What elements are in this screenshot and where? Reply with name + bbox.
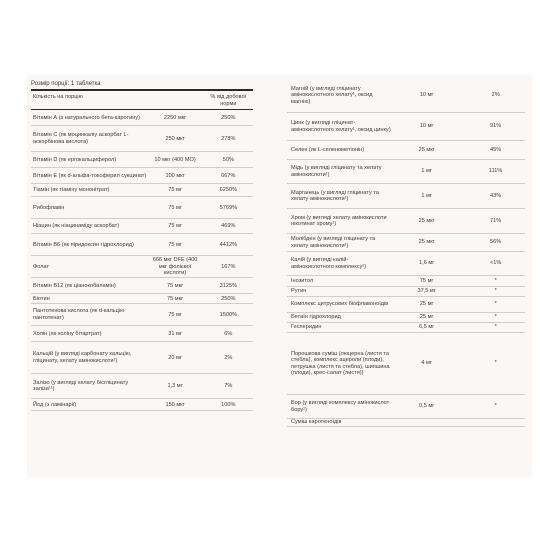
- nutrient-amount: 250 мкг: [165, 135, 185, 142]
- nutrient-name: Залізо (у вигляді хелату бісгліцинату заліза¹¹): [33, 379, 129, 393]
- nutrient-name: Ніацин (як ніацинаміду аскорбат): [33, 223, 120, 230]
- nutrient-daily-value: *: [494, 360, 497, 367]
- nutrient-name: Марганець (у вигляді гліцинату та хелату амінокислоти¹): [291, 189, 379, 202]
- nutrient-daily-value: 6%: [224, 330, 233, 337]
- nutrient-amount: 1 мг: [421, 168, 432, 175]
- nutrient-name: Гесперидин: [291, 324, 322, 331]
- nutrient-name: Бор (у вигляді комплексу амінокислот бору¹): [291, 400, 390, 413]
- nutrient-row: [287, 160, 525, 184]
- nutrient-amount: 150 мкг: [165, 401, 185, 408]
- nutrient-row: [287, 276, 525, 287]
- nutrient-name: Бетаїн гідрохлорид: [291, 314, 341, 321]
- nutrient-daily-value: *: [494, 403, 497, 410]
- nutrient-row: [287, 234, 525, 252]
- nutrient-daily-value: *: [494, 324, 497, 331]
- nutrient-row: [287, 79, 525, 113]
- nutrient-name: Вітамін В12 (як ціанокобаламін): [33, 282, 116, 289]
- nutrient-row: [31, 342, 253, 374]
- nutrient-amount: 6,5 мг: [419, 324, 435, 331]
- nutrient-daily-value: 3125%: [219, 282, 238, 289]
- right-rows: [287, 79, 525, 427]
- nutrient-name: Магній (у вигляді гліцинату амінокислотного хелату¹, оксид магнію): [291, 85, 373, 105]
- nutrient-name: Комплекс цитрусових біофлавоноїдів: [291, 301, 389, 308]
- nutrient-row: [287, 419, 525, 427]
- nutrient-row: [31, 152, 253, 168]
- nutrient-name: Вітамін Е (як d-альфа-токоферил сукцинат): [33, 172, 147, 179]
- nutrient-name: Цинк (у вигляді гліцинат-амінокислотного хелату¹, оксид цинку): [291, 120, 391, 133]
- nutrient-daily-value: 71%: [490, 217, 502, 224]
- nutrient-daily-value: 56%: [490, 239, 502, 246]
- nutrient-daily-value: *: [494, 314, 497, 321]
- nutrient-daily-value: 111%: [488, 168, 503, 175]
- serving-size: Розмір порції: 1 таблетка: [31, 81, 253, 91]
- nutrient-row: [31, 219, 253, 234]
- nutrient-name: Вітамін В6 (як піридоксин гідрохлорид): [33, 241, 134, 248]
- nutrient-name: Порошкова суміш (люцерна (листя та стебла), комплекс ацероли (плоди), петрушка (листя та стебла), шипшина (плоди), крес-салат (листя)): [291, 350, 390, 376]
- nutrient-amount: 75 мг: [168, 204, 182, 211]
- nutrient-name: Калій (у вигляді калій-амінокислотного комплексу¹): [291, 257, 367, 270]
- nutrient-daily-value: 667%: [221, 172, 236, 179]
- table-header: [31, 91, 253, 110]
- header-daily-value: % від добової норми: [210, 94, 247, 107]
- nutrient-amount: 4 мг: [421, 360, 432, 367]
- supplement-facts-page: [27, 75, 532, 477]
- right-facts-column: [287, 79, 525, 427]
- nutrient-daily-value: 4412%: [219, 241, 238, 248]
- nutrient-amount: 75 мг: [168, 223, 182, 230]
- nutrient-amount: 25 мг: [419, 301, 434, 308]
- nutrient-daily-value: 1500%: [219, 311, 238, 318]
- nutrient-daily-value: 250%: [221, 295, 236, 302]
- nutrient-name: Вітамін D (як ергокальциферол): [33, 156, 117, 163]
- nutrient-amount: 75 мкг: [167, 295, 184, 302]
- nutrient-daily-value: 278%: [221, 135, 236, 142]
- nutrient-name: Рибофлавін: [33, 204, 65, 211]
- nutrient-row: [31, 184, 253, 197]
- nutrient-daily-value: 100%: [221, 401, 236, 408]
- nutrient-daily-value: *: [494, 288, 497, 295]
- nutrient-row: [287, 209, 525, 234]
- nutrient-daily-value: 469%: [221, 223, 236, 230]
- nutrient-row: [287, 113, 525, 141]
- nutrient-row: [31, 399, 253, 411]
- nutrient-name: Пантотенова кислота (як d-кальцію пантотенат): [33, 308, 125, 321]
- nutrient-name: Суміш каротеноїдів: [291, 419, 342, 426]
- nutrient-row: [287, 395, 525, 419]
- nutrient-daily-value: 167%: [221, 263, 236, 270]
- nutrient-name: Фолат: [33, 263, 50, 270]
- nutrient-amount: 1,3 мг: [167, 383, 183, 390]
- nutrient-row: [31, 326, 253, 342]
- nutrient-name: Рутин: [291, 288, 307, 295]
- nutrient-row: [287, 323, 525, 333]
- nutrient-row: [31, 256, 253, 278]
- nutrient-daily-value: 91%: [490, 123, 502, 130]
- nutrient-name: Йод (з ламінарії): [33, 401, 77, 408]
- nutrient-daily-value: 2%: [224, 354, 233, 361]
- nutrient-amount: 75 мг: [419, 277, 434, 284]
- nutrient-row: [31, 278, 253, 294]
- nutrient-amount: 75 мг: [168, 311, 182, 318]
- nutrient-name: Мідь (у вигляді гліцинату та хелату амінокислоти¹): [291, 165, 382, 178]
- nutrient-daily-value: <1%: [489, 260, 502, 267]
- nutrient-amount: 10 мг: [419, 123, 434, 130]
- nutrient-daily-value: 43%: [490, 192, 502, 199]
- nutrient-daily-value: *: [494, 301, 497, 308]
- nutrient-daily-value: 250%: [221, 114, 236, 121]
- nutrient-name: Хром (у вигляді хелату амінокислоти нікотинат хрому¹): [291, 214, 387, 227]
- nutrient-row: [31, 374, 253, 399]
- nutrient-daily-value: 2%: [491, 92, 500, 99]
- nutrient-daily-value: 45%: [490, 146, 502, 153]
- nutrient-amount: 20 мг: [168, 354, 182, 361]
- nutrient-amount: 25 мкг: [418, 146, 435, 153]
- nutrient-amount: 0,5 мг: [419, 403, 435, 410]
- nutrient-name: Вітамін А (з натурального бета-каротину): [33, 114, 140, 121]
- nutrient-daily-value: 6250%: [219, 187, 238, 194]
- nutrient-row: [287, 313, 525, 323]
- nutrient-name: Тіамін (як тіаміну мононітрат): [33, 187, 110, 194]
- nutrient-row: [31, 110, 253, 126]
- nutrient-daily-value: 50%: [222, 156, 234, 163]
- nutrient-amount: 25 мг: [419, 314, 434, 321]
- nutrient-name: Молібден (у вигляді гліцинату та хелату амінокислоти¹): [291, 236, 376, 249]
- nutrient-amount: 31 мг: [168, 330, 182, 337]
- nutrient-amount: 100 мкг: [165, 172, 185, 179]
- nutrient-amount: 25 мкг: [418, 239, 435, 246]
- nutrient-row: [287, 333, 525, 395]
- nutrient-row: [287, 297, 525, 313]
- nutrient-row: [31, 126, 253, 152]
- nutrient-row: [287, 141, 525, 160]
- nutrient-row: [287, 252, 525, 276]
- nutrient-amount: 666 мкг DFE (400 мкг фолієвої кислоти): [152, 257, 198, 276]
- nutrient-name: Інозитол: [291, 277, 314, 284]
- nutrient-daily-value: 5769%: [219, 204, 238, 211]
- nutrient-amount: 25 мкг: [418, 217, 435, 224]
- nutrient-amount: 2250 мкг: [163, 114, 187, 121]
- nutrient-amount: 75 мг: [168, 241, 182, 248]
- nutrient-row: [287, 287, 525, 297]
- nutrient-row: [31, 304, 253, 326]
- nutrient-row: [31, 197, 253, 219]
- nutrient-amount: 10 мг: [419, 92, 434, 99]
- nutrient-amount: 10 мкг (400 МО): [154, 156, 196, 163]
- nutrient-row: [287, 184, 525, 209]
- nutrient-daily-value: 7%: [224, 383, 233, 390]
- nutrient-amount: 1 мг: [421, 192, 432, 199]
- nutrient-amount: 1,6 мг: [419, 260, 435, 267]
- nutrient-daily-value: *: [494, 277, 497, 284]
- left-rows: [31, 110, 253, 411]
- nutrient-amount: 75 мг: [168, 187, 182, 194]
- nutrient-row: [31, 294, 253, 304]
- nutrient-name: Селен (як L-селенометіонін): [291, 146, 365, 153]
- nutrient-name: Холін (як холіну бітартрат): [33, 330, 102, 337]
- nutrient-name: Вітамін С (як моцинкаліу аскорбат L-аскорбінова кислота): [33, 132, 129, 145]
- nutrient-row: [31, 168, 253, 184]
- nutrient-amount: 37,5 мг: [417, 288, 436, 295]
- nutrient-amount: 75 мкг: [167, 282, 184, 289]
- nutrient-name: Біотин: [33, 295, 50, 302]
- left-facts-column: [31, 81, 253, 411]
- nutrient-name: Кальцій (у вигляді карбонату кальцію, гліцинату, хелату амінокислоти¹): [33, 351, 132, 364]
- nutrient-row: [31, 234, 253, 256]
- header-amount-per-serving: Кількість на порцію: [33, 94, 83, 101]
